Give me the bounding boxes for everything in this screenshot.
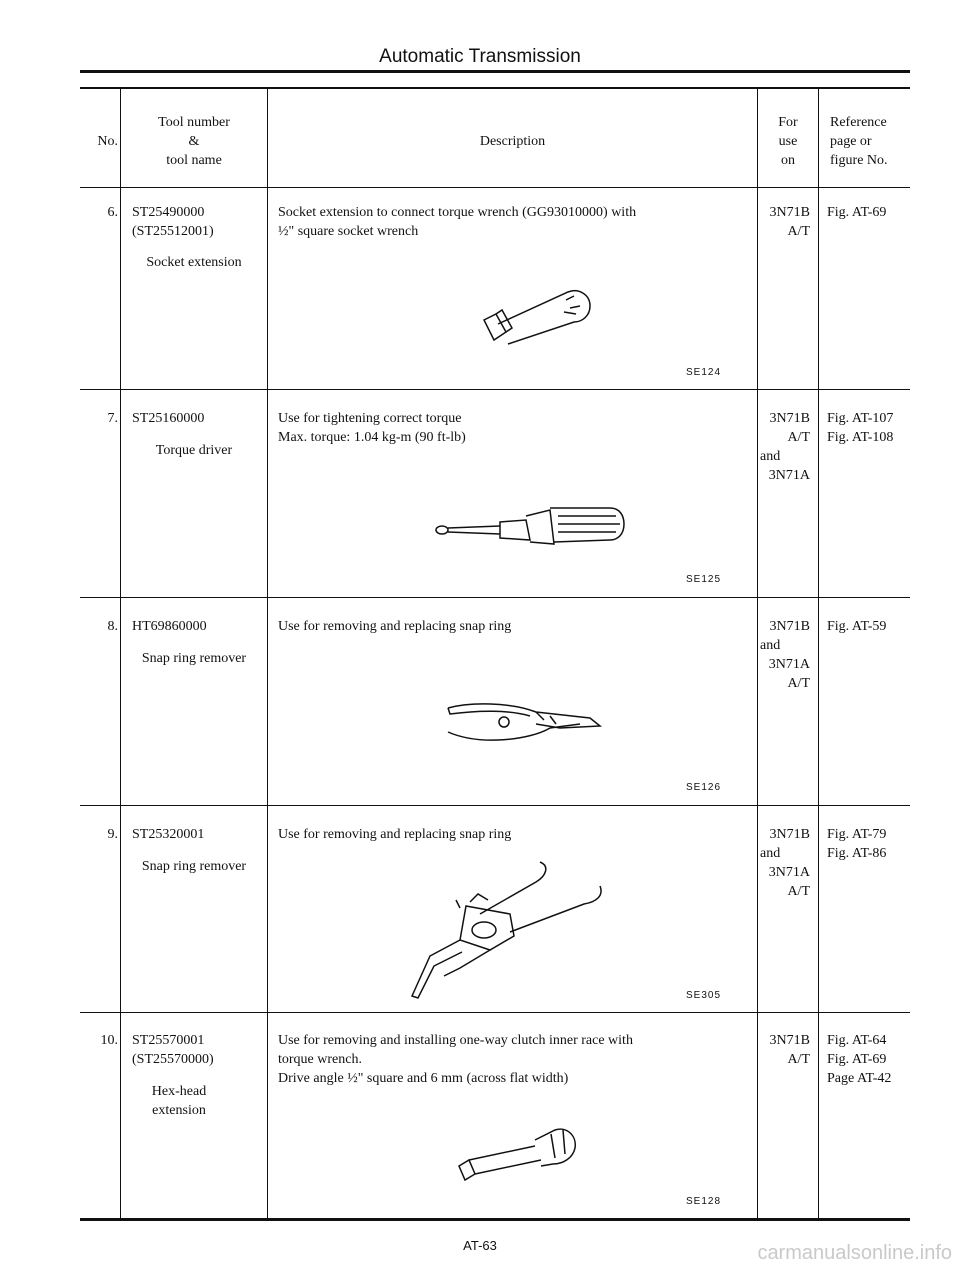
tool-number: ST25320001 xyxy=(132,827,205,842)
tool-name: Socket extension xyxy=(146,255,242,270)
table-bottom-rule xyxy=(80,1218,910,1221)
tool-name: Torque driver xyxy=(155,443,233,458)
column-divider xyxy=(267,88,268,1219)
row-divider xyxy=(80,389,910,390)
snap-ring-remover-pliers-illustration xyxy=(400,856,620,1006)
description: Use for removing and installing one-way clutch inner race with torque wrench. Drive angle ½" square and 6 mm (across flat width) xyxy=(278,1033,633,1086)
tool-number: HT69860000 xyxy=(132,619,207,634)
row-number: 6. xyxy=(107,205,118,220)
use-on: 3N71B A/T xyxy=(769,1033,810,1067)
header-description: Description xyxy=(479,134,546,149)
reference: Fig. AT-59 xyxy=(827,619,887,634)
reference: Fig. AT-69 xyxy=(827,205,887,220)
reference: Fig. AT-79 Fig. AT-86 xyxy=(827,827,887,861)
header-for-use-on: For use on xyxy=(778,115,798,168)
use-on: 3N71B A/T xyxy=(769,205,810,239)
tool-number: ST25570001 (ST25570000) xyxy=(132,1033,214,1067)
column-divider xyxy=(818,88,819,1219)
socket-extension-illustration xyxy=(478,280,598,350)
row-number: 7. xyxy=(107,411,118,426)
tool-number: ST25160000 xyxy=(132,411,205,426)
row-divider xyxy=(80,1012,910,1013)
row-divider xyxy=(80,805,910,806)
use-on: 3N71B A/T and 3N71A xyxy=(760,411,810,483)
snap-ring-remover-illustration xyxy=(440,694,610,750)
header-tool-number: Tool number & tool name xyxy=(158,115,230,168)
image-code: SE125 xyxy=(686,574,722,585)
image-code: SE128 xyxy=(686,1196,722,1207)
reference: Fig. AT-107 Fig. AT-108 xyxy=(827,411,894,445)
watermark: carmanualsonline.info xyxy=(757,1242,952,1264)
row-number: 10. xyxy=(100,1033,118,1048)
description: Use for removing and replacing snap ring xyxy=(278,827,512,842)
row-divider xyxy=(80,187,910,188)
description: Use for removing and replacing snap ring xyxy=(278,619,512,634)
table-top-rule xyxy=(80,87,910,89)
description: Use for tightening correct torque Max. torque: 1.04 kg-m (90 ft-lb) xyxy=(278,411,466,445)
header-no: No. xyxy=(97,134,118,149)
top-rule xyxy=(80,70,910,73)
description: Socket extension to connect torque wrench (GG93010000) with ½" square socket wrench xyxy=(278,205,637,239)
tool-name: Hex-head extension xyxy=(151,1084,207,1118)
tool-number: ST25490000 (ST25512001) xyxy=(132,205,214,239)
row-divider xyxy=(80,597,910,598)
hex-head-extension-illustration xyxy=(455,1122,585,1184)
use-on: 3N71B and 3N71A A/T xyxy=(760,619,810,691)
image-code: SE124 xyxy=(686,367,722,378)
torque-driver-illustration xyxy=(430,500,630,546)
image-code: SE126 xyxy=(686,782,722,793)
header-reference: Reference page or figure No. xyxy=(830,115,888,168)
tool-name: Snap ring remover xyxy=(141,651,247,666)
reference: Fig. AT-64 Fig. AT-69 Page AT-42 xyxy=(827,1033,892,1086)
tool-name: Snap ring remover xyxy=(141,859,247,874)
use-on: 3N71B and 3N71A A/T xyxy=(760,827,810,899)
image-code: SE305 xyxy=(686,990,722,1001)
row-number: 8. xyxy=(107,619,118,634)
page-title: Automatic Transmission xyxy=(379,46,581,67)
row-number: 9. xyxy=(107,827,118,842)
page-number: AT-63 xyxy=(463,1238,497,1253)
